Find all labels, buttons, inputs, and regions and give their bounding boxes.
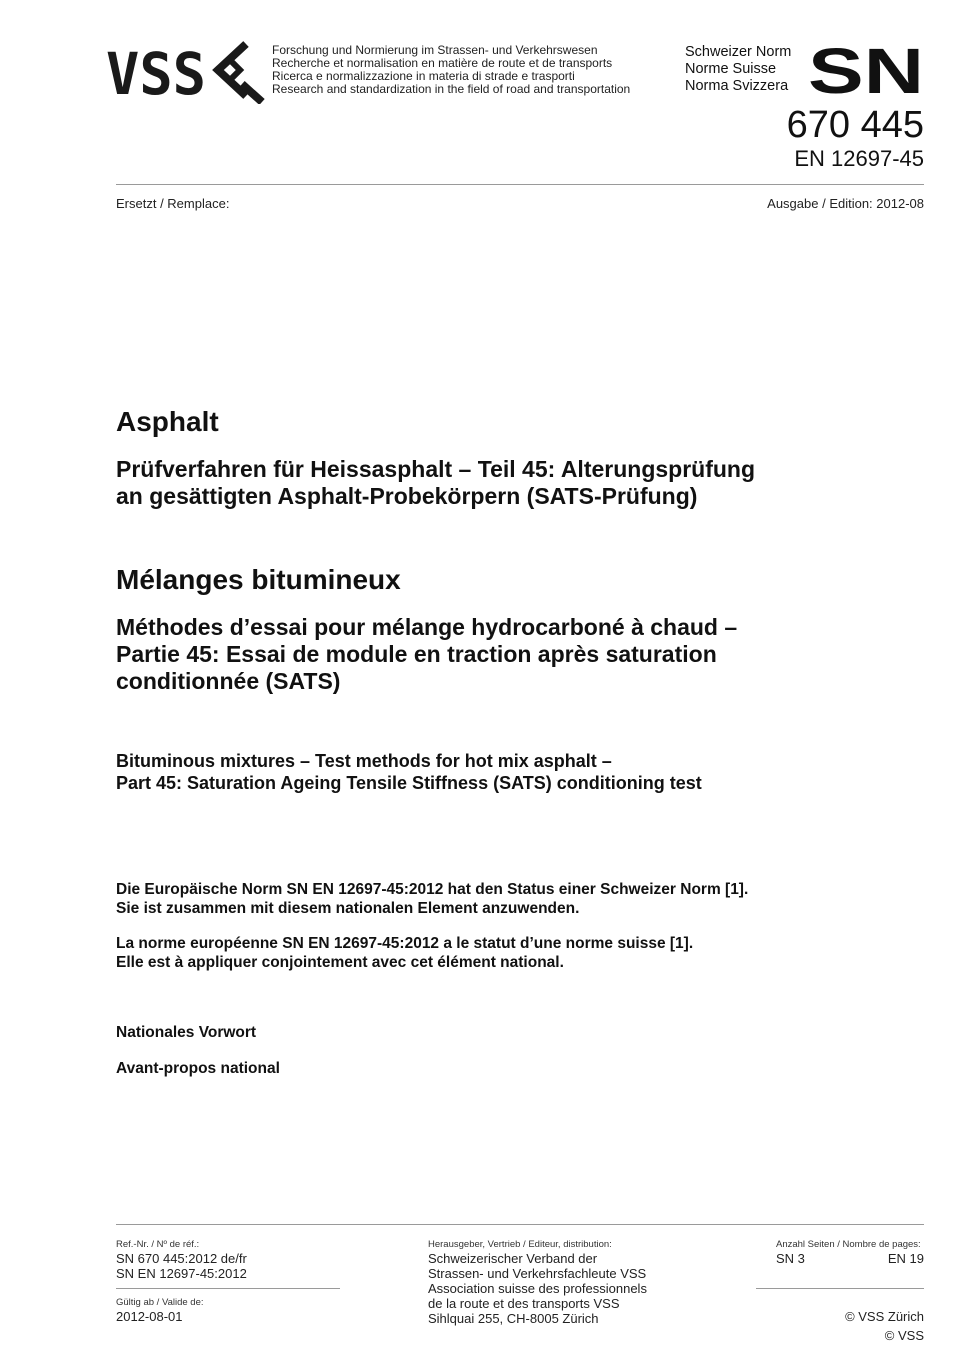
norm-name-it: Norma Svizzera	[685, 78, 789, 94]
note-fr	[116, 934, 896, 972]
title-en	[116, 750, 876, 794]
ref-divider	[116, 1288, 340, 1289]
norm-names	[685, 44, 791, 95]
publisher-line: Sihlquai 255, CH-8005 Zürich	[428, 1311, 599, 1326]
title-en-line: Part 45: Saturation Ageing Tensile Stiffness (SATS) conditioning test	[116, 773, 702, 793]
title-fr-sub-line: Méthodes d’essai pour mélange hydrocarboné à chaud –	[116, 614, 738, 640]
vss-logo-text: VSS	[106, 40, 206, 104]
pages-sn: SN 3	[776, 1251, 805, 1266]
publisher-line: de la route et des transports VSS	[428, 1296, 620, 1311]
valid-date: 2012-08-01	[116, 1309, 183, 1324]
en-number: EN 12697-45	[794, 146, 924, 171]
vss-logo	[106, 40, 266, 104]
norm-name-de: Schweizer Norm	[685, 44, 792, 60]
org-line-en: Research and standardization in the field of road and transportation	[272, 82, 631, 96]
org-line-it: Ricerca e normalizzazione in materia di strade e trasporti	[272, 69, 575, 83]
footer-divider	[116, 1224, 924, 1225]
title-fr-sub-line: Partie 45: Essai de module en traction après saturation	[116, 641, 717, 667]
note-de	[116, 880, 896, 918]
ref-label: Ref.-Nr. / Nº de réf.:	[116, 1239, 200, 1250]
pages-en: EN 19	[887, 1251, 924, 1266]
copyright-vss: © VSS	[884, 1328, 924, 1343]
org-line-fr: Recherche et normalisation en matière de route et de transports	[272, 56, 613, 70]
foreword-de: Nationales Vorwort	[116, 1024, 257, 1041]
org-line-de: Forschung und Normierung im Strassen- und Verkehrswesen	[272, 43, 598, 57]
publisher-label: Herausgeber, Vertrieb / Editeur, distribution:	[428, 1239, 612, 1250]
copyright-zurich: © VSS Zürich	[845, 1309, 924, 1324]
title-de-sub-line: Prüfverfahren für Heissasphalt – Teil 45: Alterungsprüfung	[116, 456, 756, 482]
valid-label: Gültig ab / Valide de:	[116, 1297, 204, 1308]
ref-numbers	[116, 1251, 247, 1281]
note-fr-line: Elle est à appliquer conjointement avec cet élément national.	[116, 954, 564, 971]
title-en-line: Bituminous mixtures – Test methods for hot mix asphalt –	[116, 751, 612, 771]
ref-number: SN EN 12697-45:2012	[116, 1266, 247, 1281]
title-de-sub-line: an gesättigten Asphalt-Probekörpern (SATS-Prüfung)	[116, 483, 698, 509]
note-de-line: Sie ist zusammen mit diesem nationalen Element anzuwenden.	[116, 900, 580, 917]
publisher-line: Strassen- und Verkehrsfachleute VSS	[428, 1266, 647, 1281]
norm-name-fr: Norme Suisse	[685, 61, 777, 77]
title-fr-sub-line: conditionnée (SATS)	[116, 668, 341, 694]
foreword-fr: Avant-propos national	[116, 1060, 280, 1077]
publisher-address	[428, 1251, 647, 1326]
title-fr-main: Mélanges bitumineux	[116, 564, 401, 595]
ref-number: SN 670 445:2012 de/fr	[116, 1251, 247, 1266]
title-fr-sub	[116, 614, 876, 695]
header-divider	[116, 184, 924, 185]
sn-logo	[808, 45, 924, 95]
sn-logo-text: SN	[808, 45, 924, 95]
note-de-line: Die Europäische Norm SN EN 12697-45:2012 hat den Status einer Schweizer Norm [1].	[116, 881, 749, 898]
note-fr-line: La norme européenne SN EN 12697-45:2012 a le statut d’une norme suisse [1].	[116, 935, 694, 952]
replaces-label: Ersetzt / Remplace:	[116, 196, 230, 211]
edition-label: Ausgabe / Edition: 2012-08	[767, 196, 924, 211]
title-de-main: Asphalt	[116, 406, 219, 437]
pages-divider	[756, 1288, 924, 1289]
organization-description	[272, 44, 630, 96]
title-de-sub	[116, 456, 876, 510]
publisher-line: Association suisse des professionnels	[428, 1281, 647, 1296]
pages-label: Anzahl Seiten / Nombre de pages:	[776, 1239, 921, 1250]
norm-number: 670 445	[786, 104, 924, 146]
publisher-line: Schweizerischer Verband der	[428, 1251, 598, 1266]
